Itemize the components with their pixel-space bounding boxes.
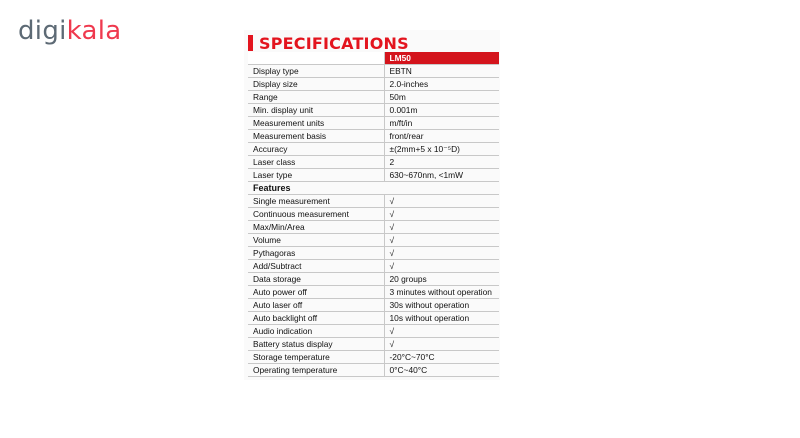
spec-row bbox=[248, 208, 499, 221]
spec-label: Auto laser off bbox=[248, 299, 384, 312]
spec-table-body bbox=[248, 65, 499, 377]
spec-label: Measurement units bbox=[248, 117, 384, 130]
spec-row bbox=[248, 169, 499, 182]
spec-value: √ bbox=[384, 195, 499, 208]
spec-row bbox=[248, 260, 499, 273]
spec-row bbox=[248, 195, 499, 208]
spec-label: Add/Subtract bbox=[248, 260, 384, 273]
spec-value: √ bbox=[384, 247, 499, 260]
header-blank-cell bbox=[248, 52, 384, 65]
spec-label: Display type bbox=[248, 65, 384, 78]
spec-label: Laser class bbox=[248, 156, 384, 169]
logo-text-part2: kala bbox=[66, 16, 122, 46]
spec-value: 30s without operation bbox=[384, 299, 499, 312]
spec-row bbox=[248, 351, 499, 364]
spec-label: Operating temperature bbox=[248, 364, 384, 377]
spec-row bbox=[248, 104, 499, 117]
spec-value: 2.0-inches bbox=[384, 78, 499, 91]
spec-value: front/rear bbox=[384, 130, 499, 143]
title-accent-bar bbox=[248, 35, 253, 51]
spec-row bbox=[248, 130, 499, 143]
spec-value: -20°C~70°C bbox=[384, 351, 499, 364]
spec-value: 630~670nm, <1mW bbox=[384, 169, 499, 182]
spec-label: Audio indication bbox=[248, 325, 384, 338]
spec-value: √ bbox=[384, 234, 499, 247]
spec-row bbox=[248, 364, 499, 377]
spec-label: Max/Min/Area bbox=[248, 221, 384, 234]
spec-row bbox=[248, 221, 499, 234]
spec-label: Laser type bbox=[248, 169, 384, 182]
spec-label: Volume bbox=[248, 234, 384, 247]
spec-value: √ bbox=[384, 208, 499, 221]
spec-row bbox=[248, 91, 499, 104]
spec-header-row bbox=[248, 52, 499, 65]
spec-row bbox=[248, 117, 499, 130]
spec-title-row bbox=[248, 33, 409, 53]
model-header: LM50 bbox=[384, 52, 499, 65]
spec-row bbox=[248, 273, 499, 286]
spec-value: 50m bbox=[384, 91, 499, 104]
spec-label: Pythagoras bbox=[248, 247, 384, 260]
spec-value: ±(2mm+5 x 10⁻⁵D) bbox=[384, 143, 499, 156]
spec-value: √ bbox=[384, 338, 499, 351]
spec-row bbox=[248, 312, 499, 325]
spec-value: 2 bbox=[384, 156, 499, 169]
spec-label: Battery status display bbox=[248, 338, 384, 351]
specifications-image bbox=[244, 30, 500, 380]
spec-row bbox=[248, 234, 499, 247]
spec-label: Display size bbox=[248, 78, 384, 91]
spec-row bbox=[248, 65, 499, 78]
features-section-row bbox=[248, 182, 499, 195]
spec-row bbox=[248, 286, 499, 299]
spec-label: Range bbox=[248, 91, 384, 104]
spec-label: Min. display unit bbox=[248, 104, 384, 117]
features-heading: Features bbox=[248, 182, 499, 195]
spec-value: EBTN bbox=[384, 65, 499, 78]
spec-value: √ bbox=[384, 260, 499, 273]
digikala-logo[interactable] bbox=[18, 14, 122, 48]
spec-title: SPECIFICATIONS bbox=[259, 33, 409, 53]
spec-value: m/ft/in bbox=[384, 117, 499, 130]
spec-table bbox=[248, 52, 499, 377]
spec-row bbox=[248, 156, 499, 169]
spec-label: Storage temperature bbox=[248, 351, 384, 364]
spec-value: 0°C~40°C bbox=[384, 364, 499, 377]
spec-value: 0.001m bbox=[384, 104, 499, 117]
spec-value: √ bbox=[384, 325, 499, 338]
spec-label: Accuracy bbox=[248, 143, 384, 156]
spec-value: 20 groups bbox=[384, 273, 499, 286]
spec-row bbox=[248, 247, 499, 260]
spec-row bbox=[248, 299, 499, 312]
spec-value: √ bbox=[384, 221, 499, 234]
spec-value: 10s without operation bbox=[384, 312, 499, 325]
spec-label: Single measurement bbox=[248, 195, 384, 208]
spec-row bbox=[248, 143, 499, 156]
spec-row bbox=[248, 325, 499, 338]
spec-row bbox=[248, 78, 499, 91]
spec-label: Continuous measurement bbox=[248, 208, 384, 221]
spec-label: Data storage bbox=[248, 273, 384, 286]
spec-value: 3 minutes without operation bbox=[384, 286, 499, 299]
spec-label: Auto power off bbox=[248, 286, 384, 299]
logo-text-part1: digi bbox=[18, 16, 67, 46]
spec-label: Auto backlight off bbox=[248, 312, 384, 325]
spec-label: Measurement basis bbox=[248, 130, 384, 143]
spec-row bbox=[248, 338, 499, 351]
